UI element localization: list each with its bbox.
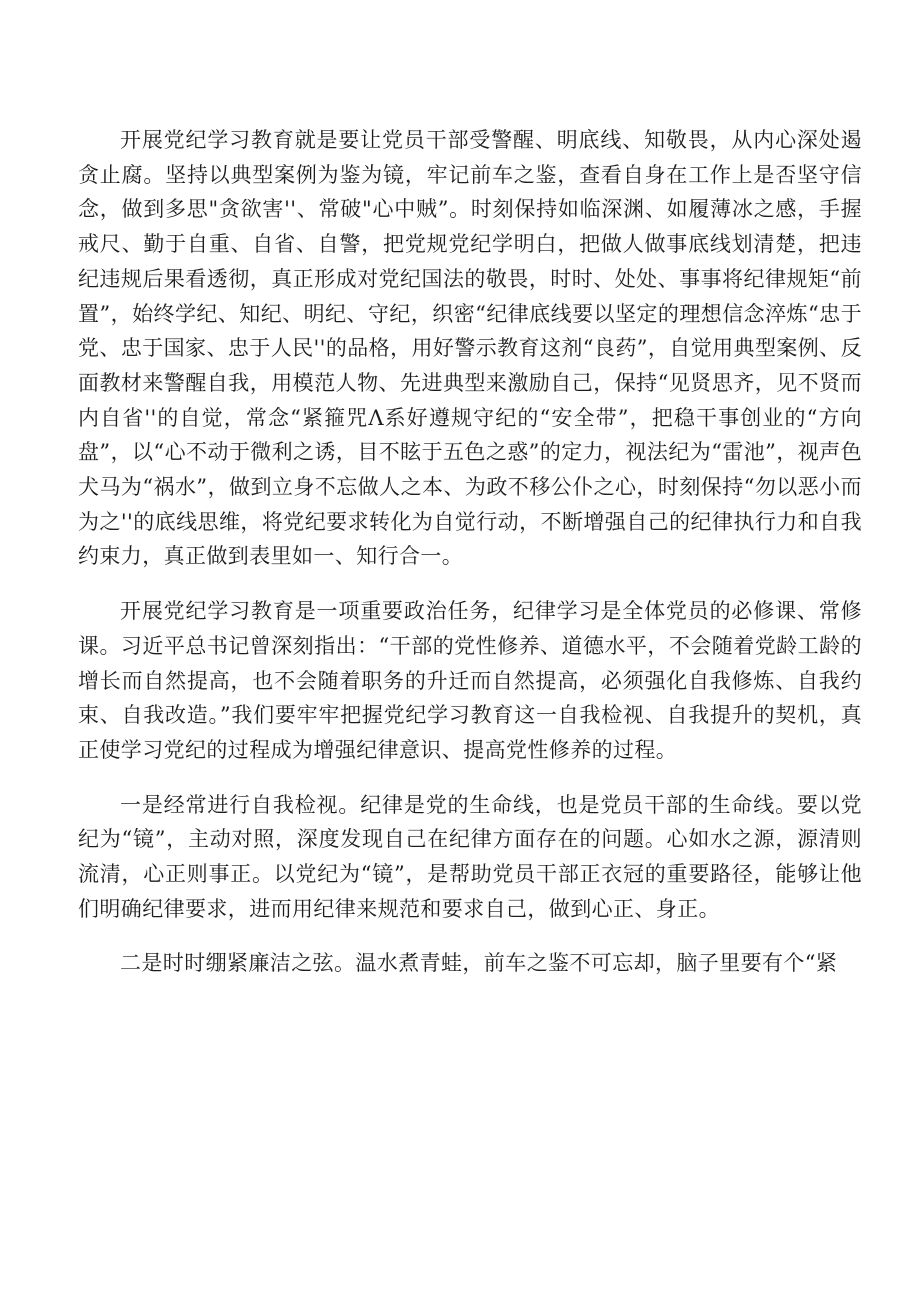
document-page [78, 123, 862, 1001]
paragraph-3: 一是经常进行自我检视。纪律是党的生命线，也是党员干部的生命线。要以党纪为“镜”，主动对照，深度发现自己在纪律方面存在的问题。心如水之源，源清则流清，心正则事正。以党纪为“镜”，是帮助党员干部正衣冠的重要路径，能够让他们明确纪律要求，进而用纪律来规范和要求自己，做到心正、身正。 [78, 792, 862, 921]
paragraph-4: 二是时时绷紧廉洁之弦。温水煮青蛙，前车之鉴不可忘却，脑子里要有个“紧 [120, 951, 838, 976]
paragraph-2: 开展党纪学习教育是一项重要政治任务，纪律学习是全体党员的必修课、常修课。习近平总书记曾深刻指出：“干部的党性修养、道德水平，不会随着党龄工龄的增长而自然提高，也不会随着职务的升迁而自然提高，必须强化自我修炼、自我约束、自我改造。”我们要牢牢把握党纪学习教育这一自我检视、自我提升的契机，真正使学习党纪的过程成为增强纪律意识、提高党性修养的过程。 [78, 599, 862, 762]
paragraph-1: 开展党纪学习教育就是要让党员干部受警醒、明底线、知敬畏，从内心深处遏贪止腐。坚持以典型案例为鉴为镜，牢记前车之鉴，查看自身在工作上是否坚守信念，做到多思"贪欲害''、常破"心中贼”。时刻保持如临深渊、如履薄冰之感，手握戒尺、勤于自重、自省、自警，把党规党纪学明白，把做人做事底线划清楚，把违纪违规后果看透彻，真正形成对党纪国法的敬畏，时时、处处、事事将纪律规矩“前置”，始终学纪、知纪、明纪、守纪，织密“纪律底线要以坚定的理想信念淬炼“忠于党、忠于国家、忠于人民''的品格，用好警示教育这剂“良药”，自觉用典型案例、反面教材来警醒自我，用模范人物、先进典型来激励自己，保持“见贤思齐，见不贤而内自省''的自觉，常念“紧箍咒Λ系好遵规守纪的“安全带”，把稳干事创业的“方向盘”，以“心不动于微利之诱，目不眩于五色之惑”的定力，视法纪为“雷池”，视声色犬马为“祸水”，做到立身不忘做人之本、为政不移公仆之心，时刻保持“勿以恶小而为之''的底线思维，将党纪要求转化为自觉行动，不断增强自己的纪律执行力和自我约束力，真正做到表里如一、知行合一。 [78, 128, 862, 569]
